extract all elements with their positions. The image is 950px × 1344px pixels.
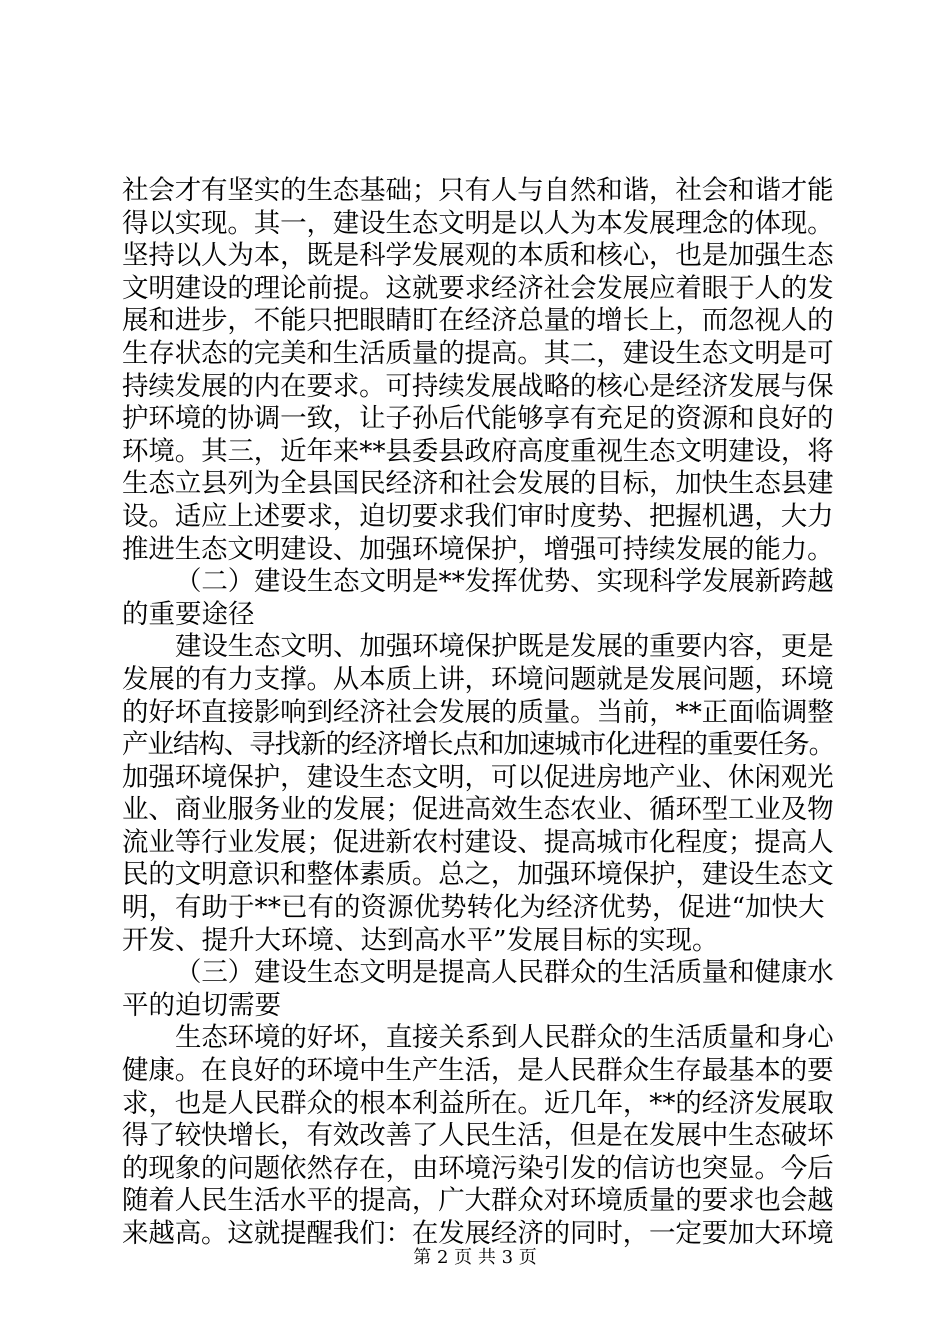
text-line: 民的文明意识和整体素质。总之，加强环境保护，建设生态文 bbox=[122, 859, 834, 891]
text-line: 设。适应上述要求，迫切要求我们审时度势、把握机遇，大力 bbox=[122, 500, 834, 532]
text-line: 加强环境保护，建设生态文明，可以促进房地产业、休闲观光 bbox=[122, 761, 834, 793]
text-line: 护环境的协调一致，让子孙后代能够享有充足的资源和良好的 bbox=[122, 403, 834, 435]
text-line: 环境。其三，近年来**县委县政府高度重视生态文明建设，将 bbox=[122, 435, 834, 467]
text-line: （二）建设生态文明是**发挥优势、实现科学发展新跨越 bbox=[175, 566, 834, 598]
text-line: 开发、提升大环境、达到高水平”发展目标的实现。 bbox=[122, 924, 719, 956]
text-line: （三）建设生态文明是提高人民群众的生活质量和健康水 bbox=[175, 957, 834, 989]
text-line: 来越高。这就提醒我们：在发展经济的同时，一定要加大环境 bbox=[122, 1218, 834, 1249]
text-line: 生态环境的好坏，直接关系到人民群众的生活质量和身心 bbox=[175, 1022, 834, 1054]
text-line: 的现象的问题依然存在，由环境污染引发的信访也突显。今后 bbox=[122, 1152, 834, 1184]
text-line: 业、商业服务业的发展；促进高效生态农业、循环型工业及物 bbox=[122, 794, 834, 826]
text-line: 的好坏直接影响到经济社会发展的质量。当前，**正面临调整 bbox=[122, 696, 834, 728]
text-line: 推进生态文明建设、加强环境保护，增强可持续发展的能力。 bbox=[122, 533, 834, 565]
text-line: 持续发展的内在要求。可持续发展战略的核心是经济发展与保 bbox=[122, 370, 834, 402]
text-line: 发展的有力支撑。从本质上讲，环境问题就是发展问题，环境 bbox=[122, 663, 834, 695]
text-line: 平的迫切需要 bbox=[122, 989, 281, 1021]
text-line: 建设生态文明、加强环境保护既是发展的重要内容，更是 bbox=[175, 631, 834, 663]
text-line: 的重要途径 bbox=[122, 598, 255, 630]
text-line: 坚持以人为本，既是科学发展观的本质和核心，也是加强生态 bbox=[122, 240, 834, 272]
text-line: 展和进步，不能只把眼睛盯在经济总量的增长上，而忽视人的 bbox=[122, 305, 834, 337]
text-line: 流业等行业发展；促进新农村建设、提高城市化程度；提高人 bbox=[122, 826, 834, 858]
text-line: 生态立县列为全县国民经济和社会发展的目标，加快生态县建 bbox=[122, 468, 834, 500]
text-line: 随着人民生活水平的提高，广大群众对环境质量的要求也会越 bbox=[122, 1185, 834, 1217]
text-line: 生存状态的完美和生活质量的提高。其二，建设生态文明是可 bbox=[122, 337, 834, 369]
text-line: 得了较快增长，有效改善了人民生活，但是在发展中生态破坏 bbox=[122, 1120, 834, 1152]
text-line: 健康。在良好的环境中生产生活，是人民群众生存最基本的要 bbox=[122, 1055, 834, 1087]
text-line: 社会才有坚实的生态基础；只有人与自然和谐，社会和谐才能 bbox=[122, 175, 834, 206]
text-line: 产业结构、寻找新的经济增长点和加速城市化进程的重要任务。 bbox=[122, 729, 835, 761]
text-line: 文明建设的理论前提。这就要求经济社会发展应着眼于人的发 bbox=[122, 272, 834, 304]
document-body bbox=[122, 175, 834, 1251]
text-line: 明，有助于**已有的资源优势转化为经济优势，促进“加快大 bbox=[122, 892, 825, 924]
text-line: 得以实现。其一，建设生态文明是以人为本发展理念的体现。 bbox=[122, 207, 834, 239]
text-line: 求，也是人民群众的根本利益所在。近几年，**的经济发展取 bbox=[122, 1087, 834, 1119]
page-footer: 第 2 页 共 3 页 bbox=[413, 1247, 537, 1268]
